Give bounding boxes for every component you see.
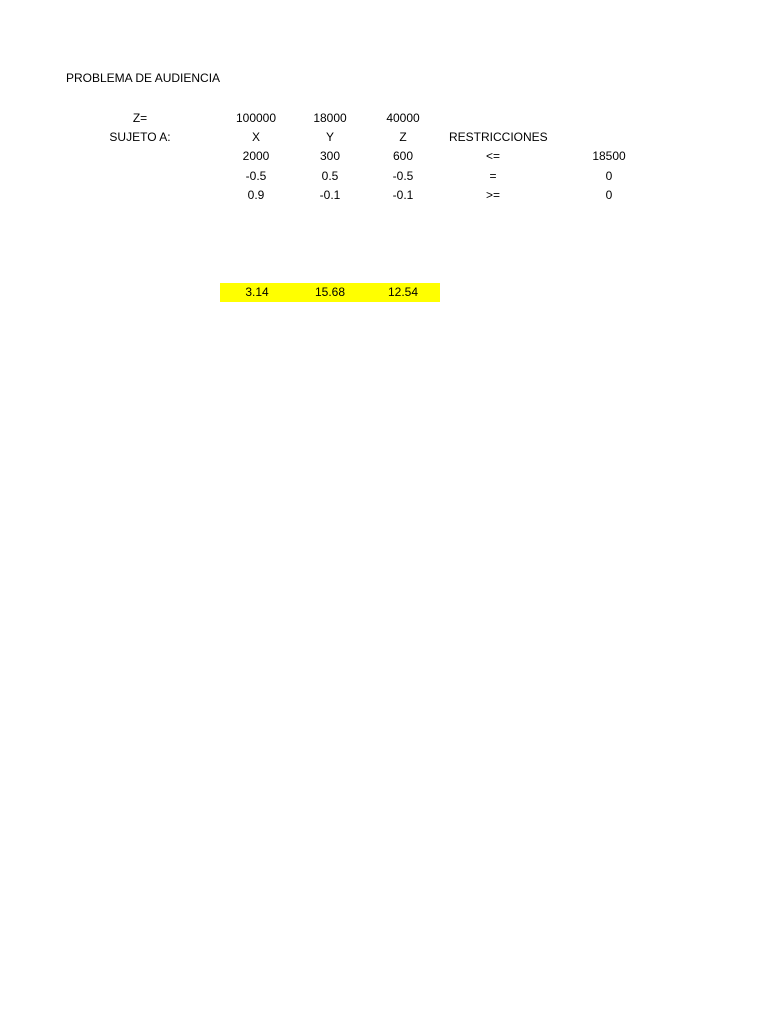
- constraint-1-coef-x: 2000: [242, 149, 270, 163]
- constraint-1-rhs: 18500: [592, 149, 626, 163]
- sheet-title: PROBLEMA DE AUDIENCIA: [66, 71, 221, 85]
- objective-label: Z=: [132, 111, 148, 125]
- subject-to-label: SUJETO A:: [109, 130, 171, 144]
- solution-x: 3.14: [220, 283, 294, 302]
- variable-z-header: Z: [399, 130, 407, 144]
- constraint-2-coef-z: -0.5: [392, 169, 414, 183]
- objective-coef-x: 100000: [235, 111, 277, 125]
- constraint-2-operator: =: [489, 169, 497, 183]
- constraint-3-operator: >=: [485, 188, 500, 202]
- variable-x-header: X: [251, 130, 260, 144]
- constraint-1-coef-z: 600: [392, 149, 414, 163]
- variable-y-header: Y: [325, 130, 334, 144]
- objective-coef-y: 18000: [313, 111, 347, 125]
- constraint-3-coef-z: -0.1: [392, 188, 414, 202]
- constraint-2-rhs: 0: [605, 169, 613, 183]
- constraint-1-operator: <=: [485, 149, 500, 163]
- constraint-3-coef-x: 0.9: [247, 188, 265, 202]
- constraint-1-coef-y: 300: [319, 149, 341, 163]
- objective-coef-z: 40000: [386, 111, 420, 125]
- constraint-3-rhs: 0: [605, 188, 613, 202]
- restrictions-header: RESTRICCIONES: [449, 130, 548, 144]
- constraint-2-coef-x: -0.5: [245, 169, 267, 183]
- solution-y: 15.68: [293, 283, 367, 302]
- constraint-3-coef-y: -0.1: [319, 188, 341, 202]
- constraint-2-coef-y: 0.5: [321, 169, 339, 183]
- solution-z: 12.54: [366, 283, 440, 302]
